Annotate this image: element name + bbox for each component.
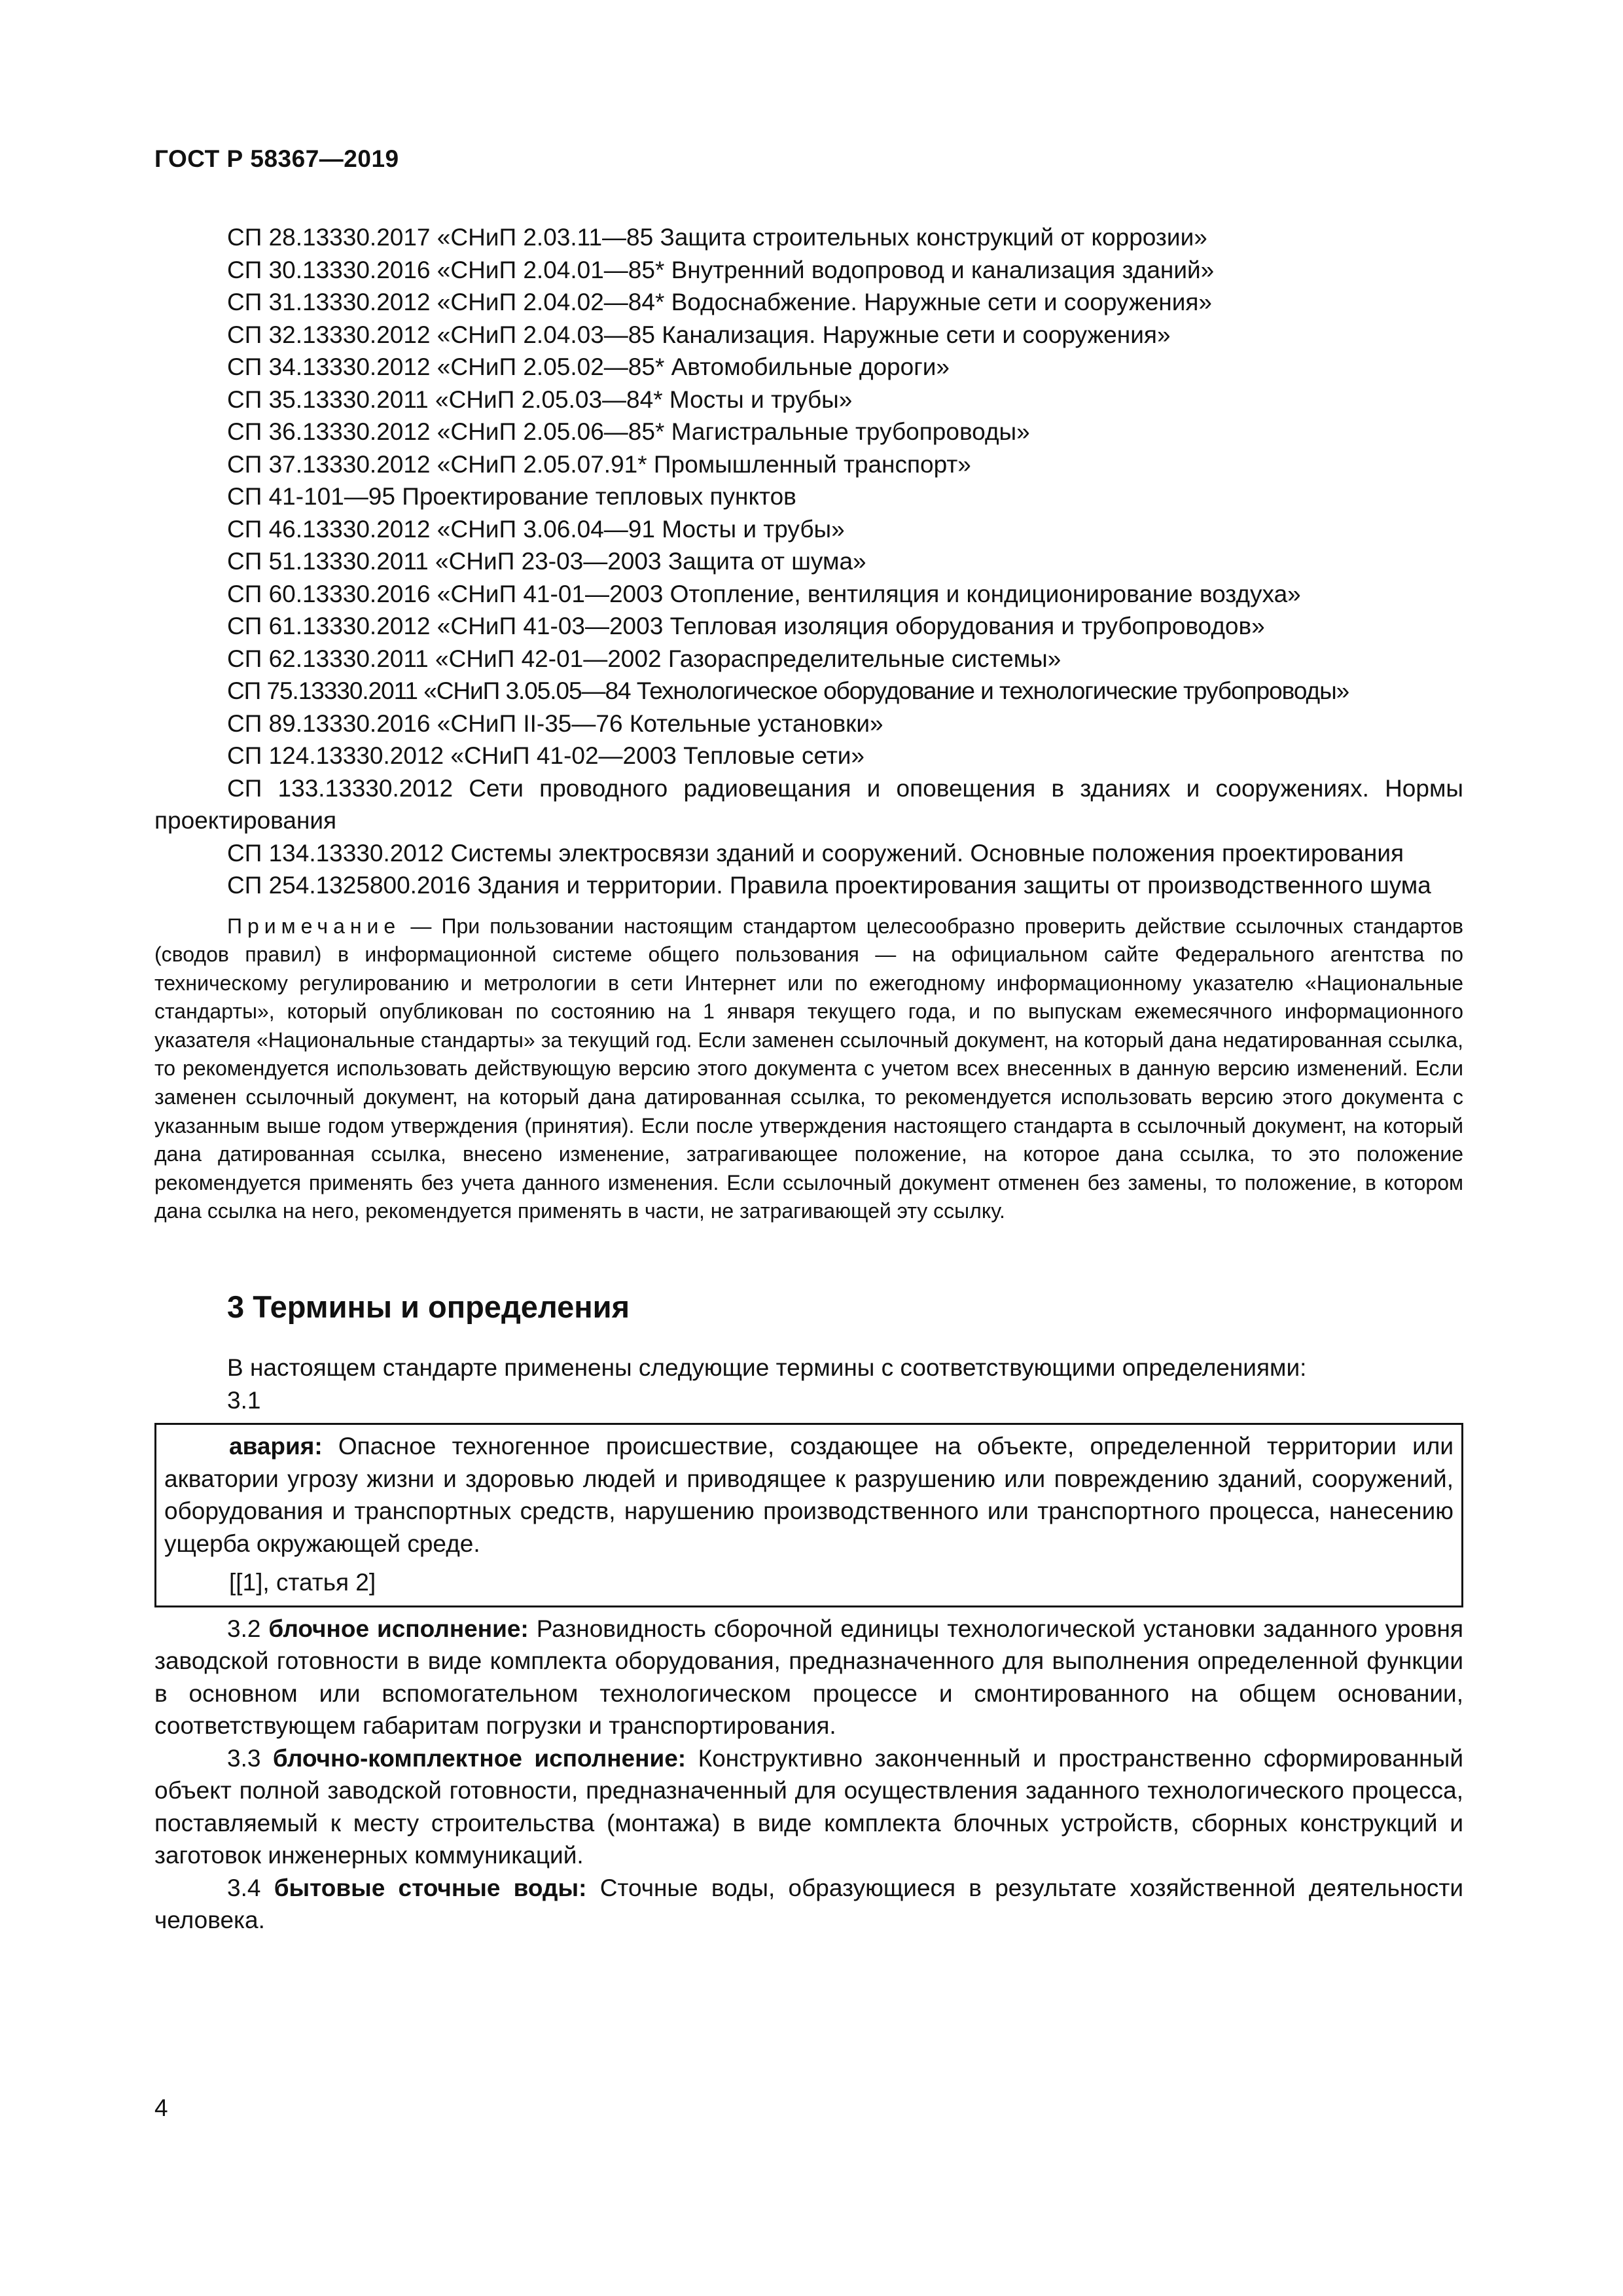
note-text: — При пользовании настоящим стандартом целесообразно проверить действие ссылочных стандартов (сводов правил) в информационной системе общего пользования — на официальном сайте Федерального агентства по техническому регулированию и метрологии в сети Интернет или по ежегодному информационному указателю «Национальные стандарты», который опубликован по состоянию на 1 января текущего года, и по выпускам ежемесячного информационного указателя «Национальные стандарты» за текущий год. Если заменен ссылочный документ, на который дана недатированная ссылка, то рекомендуется использовать действующую версию этого документа с учетом всех внесенных в данную версию изменений. Если заменен ссылочный документ, на который дана датированная ссылка, то рекомендуется использовать версию этого документа с указанным выше годом утверждения (принятия). Если после утверждения настоящего стандарта в ссылочный документ, на который дана датированная ссылка, внесено изменение, затрагивающее положение, на которое дана ссылка, то это положение рекомендуется применять без учета данного изменения. Если ссылочный документ отменен без замены, то положение, в котором дана ссылка на него, рекомендуется применять в части, не затрагивающей эту ссылку. — [154, 914, 1463, 1223]
term-name: блочное исполнение: — [268, 1615, 529, 1642]
reference-item: СП 31.13330.2012 «СНиП 2.04.02—84* Водоснабжение. Наружные сети и сооружения» — [227, 289, 1212, 315]
reference-item: СП 30.13330.2016 «СНиП 2.04.01—85* Внутренний водопровод и канализация зданий» — [227, 256, 1215, 283]
term-entry-3-1 — [164, 1430, 1454, 1560]
section-title: 3 Термины и определения — [227, 1289, 630, 1325]
term-definition-box — [154, 1423, 1463, 1607]
term-source: [[1], статья 2] — [229, 1569, 376, 1596]
term-definition: Опасное техногенное происшествие, создающее на объекте, определенной территории или акватории угрозу жизни и здоровью людей и приводящее к разрушению или повреждению зданий, сооружений, оборудования и транспортных средств, нарушению производственного или транспортного процесса, нанесению ущерба окружающей среде. — [164, 1433, 1454, 1557]
term-definition: Разновидность сборочной единицы технологической установки заданного уровня заводской готовности в виде комплекта оборудования, предназначенного для выполнения определенной функции в основном или вспомогательном технологическом процессе и смонтированного на общем основании, соответствующем габаритам погрузки и транспортирования. — [154, 1615, 1463, 1740]
reference-item: СП 46.13330.2012 «СНиП 3.06.04—91 Мосты и трубы» — [227, 515, 845, 543]
term-entry-3-2 — [154, 1613, 1463, 1742]
term-name: авария: — [229, 1433, 323, 1460]
reference-item: СП 62.13330.2011 «СНиП 42-01—2002 Газораспределительные системы» — [227, 645, 1061, 672]
term-entry-3-4 — [154, 1872, 1463, 1937]
reference-item: СП 133.13330.2012 Сети проводного радиовещания и оповещения в зданиях и сооружениях. Нормы проектирования — [154, 774, 1463, 834]
reference-item: СП 34.13330.2012 «СНиП 2.05.02—85* Автомобильные дороги» — [227, 353, 950, 380]
term-entry-3-3 — [154, 1742, 1463, 1872]
page-number: 4 — [154, 2094, 168, 2121]
term-number: 3.4 — [227, 1874, 274, 1901]
reference-item: СП 89.13330.2016 «СНиП II-35—76 Котельные установки» — [227, 709, 883, 737]
normative-references-list — [154, 221, 1463, 902]
reference-item: СП 254.1325800.2016 Здания и территории. Правила проектирования защиты от производственного шума — [227, 872, 1431, 899]
term-number: 3.2 — [227, 1615, 269, 1642]
reference-item: СП 75.13330.2011 «СНиП 3.05.05—84 Технологическое оборудование и технологические трубопроводы» — [227, 677, 1349, 704]
reference-item: СП 134.13330.2012 Системы электросвязи зданий и сооружений. Основные положения проектирования — [227, 839, 1404, 867]
term-name: блочно-комплектное исполнение: — [272, 1744, 687, 1772]
reference-item: СП 61.13330.2012 «СНиП 41-03—2003 Тепловая изоляция оборудования и трубопроводов» — [227, 613, 1265, 639]
term-number-3-1: 3.1 — [227, 1386, 261, 1414]
term-number: 3.3 — [227, 1744, 273, 1772]
term-definition: Конструктивно законченный и пространственно сформированный объект полной заводской готовности, предназначенный для осуществления заданного технологического процесса, поставляемый к месту строительства (монтажа) в виде комплекта блочных устройств, сборных конструкций и заготовок инженерных коммуникаций. — [154, 1744, 1463, 1869]
page-content — [154, 221, 1463, 1937]
term-definition: Сточные воды, образующиеся в результате хозяйственной деятельности человека. — [154, 1874, 1464, 1934]
reference-item: СП 37.13330.2012 «СНиП 2.05.07.91* Промышленный транспорт» — [227, 450, 971, 478]
references-note — [154, 912, 1463, 1227]
term-name: бытовые сточные воды: — [274, 1874, 587, 1901]
note-label: Примечание — [227, 914, 401, 938]
document-header: ГОСТ Р 58367—2019 — [154, 145, 399, 172]
reference-item: СП 28.13330.2017 «СНиП 2.03.11—85 Защита строительных конструкций от коррозии» — [227, 224, 1207, 251]
reference-item: СП 60.13330.2016 «СНиП 41-01—2003 Отопление, вентиляция и кондиционирование воздуха» — [227, 580, 1301, 607]
reference-item: СП 36.13330.2012 «СНиП 2.05.06—85* Магистральные трубопроводы» — [227, 418, 1030, 445]
reference-item: СП 41-101—95 Проектирование тепловых пунктов — [227, 483, 796, 510]
section-intro-text: В настоящем стандарте применены следующие термины с соответствующими определениями: — [227, 1354, 1307, 1382]
reference-item: СП 32.13330.2012 «СНиП 2.04.03—85 Канализация. Наружные сети и сооружения» — [227, 321, 1171, 348]
section-intro — [154, 1352, 1463, 1416]
reference-item: СП 124.13330.2012 «СНиП 41-02—2003 Тепловые сети» — [227, 742, 865, 769]
reference-item: СП 51.13330.2011 «СНиП 23-03—2003 Защита от шума» — [227, 548, 866, 575]
reference-item: СП 35.13330.2011 «СНиП 2.05.03—84* Мосты и трубы» — [227, 386, 853, 413]
